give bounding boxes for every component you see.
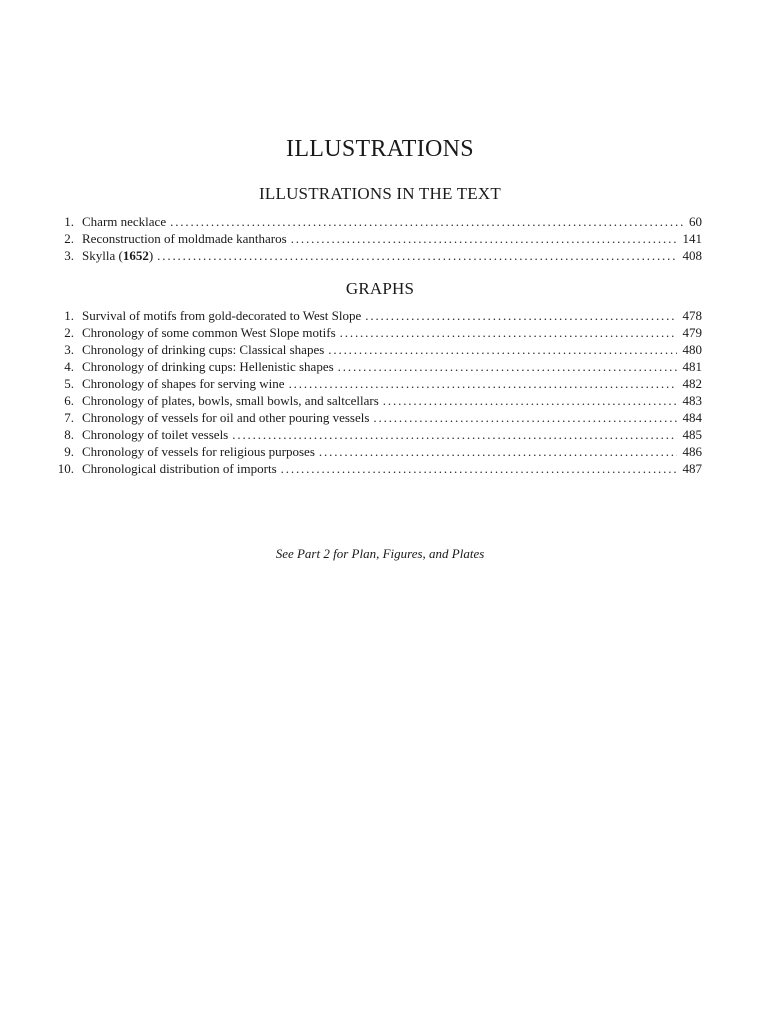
page-number: 60 <box>689 214 702 229</box>
item-number: 9. <box>64 444 74 459</box>
list-item <box>52 426 702 443</box>
dot-leader <box>157 247 676 264</box>
item-number: 1. <box>64 214 74 229</box>
list-item <box>52 341 702 358</box>
item-number: 4. <box>64 359 74 374</box>
item-number: 3. <box>64 342 74 357</box>
page-number: 478 <box>682 308 702 323</box>
dot-leader <box>373 409 676 426</box>
text-illustrations-list <box>52 213 702 264</box>
item-number: 5. <box>64 376 74 391</box>
graphs-list <box>52 307 702 477</box>
dot-leader <box>383 392 677 409</box>
item-label: Chronology of plates, bowls, small bowls, and saltcellars <box>82 393 379 408</box>
item-label: Chronological distribution of imports <box>82 461 277 476</box>
item-number: 1. <box>64 308 74 323</box>
list-item <box>52 324 702 341</box>
catalog-number: 1652 <box>122 248 149 263</box>
page-number: 486 <box>682 444 702 459</box>
dot-leader <box>365 307 676 324</box>
item-number: 2. <box>64 231 74 246</box>
page-number: 479 <box>682 325 702 340</box>
item-number: 10. <box>57 461 74 476</box>
dot-leader <box>319 443 677 460</box>
page-number: 487 <box>682 461 702 476</box>
list-item <box>52 443 702 460</box>
item-label: Chronology of shapes for serving wine <box>82 376 285 391</box>
dot-leader <box>281 460 677 477</box>
list-item <box>52 392 702 409</box>
item-label: Chronology of vessels for religious purposes <box>82 444 315 459</box>
page-number: 485 <box>682 427 702 442</box>
section-heading-text-illustrations: ILLUSTRATIONS IN THE TEXT <box>259 184 501 203</box>
item-label: Chronology of vessels for oil and other pouring vessels <box>82 410 370 425</box>
page-number: 483 <box>682 393 702 408</box>
list-item <box>52 247 702 264</box>
footer-note: See Part 2 for Plan, Figures, and Plates <box>275 546 485 561</box>
dot-leader <box>170 213 683 230</box>
dot-leader <box>340 324 677 341</box>
list-item <box>52 307 702 324</box>
item-label: Chronology of toilet vessels <box>82 427 229 442</box>
page-number: 480 <box>682 342 702 357</box>
page-number: 484 <box>682 410 702 425</box>
item-number: 2. <box>64 325 74 340</box>
page-title: ILLUSTRATIONS <box>286 136 474 162</box>
list-item <box>52 375 702 392</box>
list-item <box>52 230 702 247</box>
item-label: Chronology of drinking cups: Hellenistic shapes <box>82 359 334 374</box>
item-label: Survival of motifs from gold-decorated to West Slope <box>82 308 362 323</box>
list-item <box>52 409 702 426</box>
item-number: 6. <box>64 393 74 408</box>
page-number: 482 <box>682 376 702 391</box>
list-item <box>52 213 702 230</box>
page-number: 481 <box>682 359 702 374</box>
page-number: 141 <box>682 231 702 246</box>
dot-leader <box>289 375 677 392</box>
item-label: Chronology of drinking cups: Classical shapes <box>82 342 325 357</box>
item-number: 3. <box>64 248 74 263</box>
item-label: Reconstruction of moldmade kantharos <box>82 231 287 246</box>
dot-leader <box>338 358 677 375</box>
dot-leader <box>232 426 676 443</box>
list-item <box>52 460 702 477</box>
item-label: Skylla (1652) <box>82 248 154 263</box>
item-label: Chronology of some common West Slope motifs <box>82 325 336 340</box>
section-heading-graphs: GRAPHS <box>345 279 415 298</box>
page-number: 408 <box>682 248 702 263</box>
item-number: 8. <box>64 427 74 442</box>
item-label: Charm necklace <box>82 214 167 229</box>
item-number: 7. <box>64 410 74 425</box>
list-item <box>52 358 702 375</box>
dot-leader <box>328 341 676 358</box>
dot-leader <box>291 230 677 247</box>
